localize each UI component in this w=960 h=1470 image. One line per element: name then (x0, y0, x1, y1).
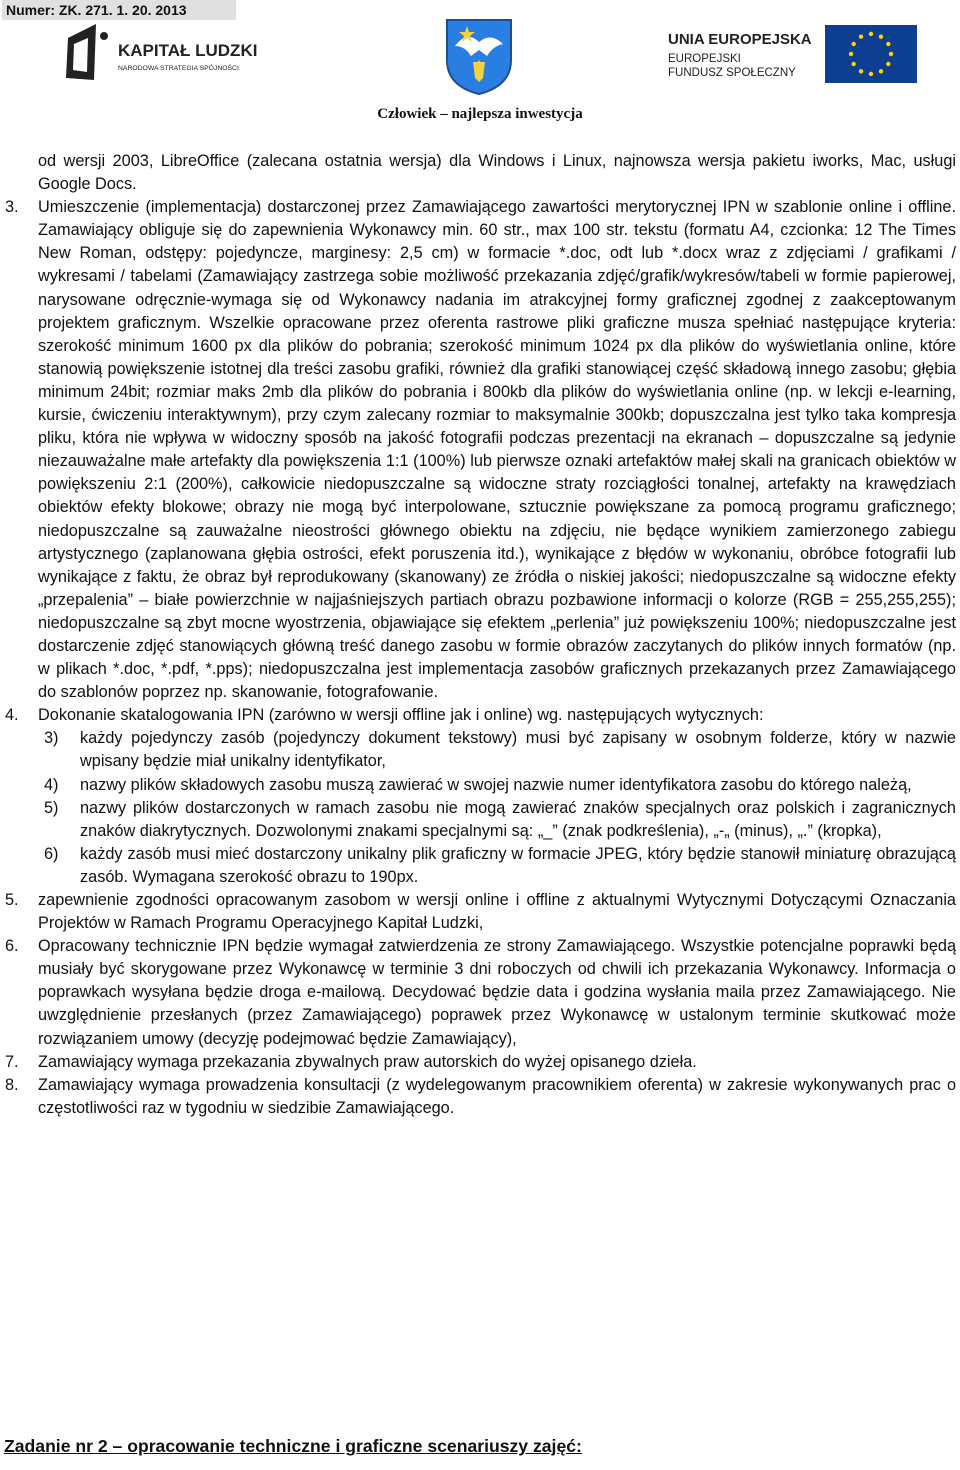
sub-list-item (0, 727, 960, 773)
paragraph-text: każdy zasób musi mieć dostarczony unikalny plik graficzny w formacie JPEG, który będzie stanowił miniaturę obrazującą zasób. Wymagana szerokość obrazu to 190px. (80, 844, 956, 886)
paragraph-text: Zamawiający wymaga prowadzenia konsultacji (z wydelegowanym pracownikiem oferenta) w zakresie wykonywanych prac o częstotliwości raz w tygodniu w siedzibie Zamawiającego. (38, 1075, 956, 1117)
list-number: 6. (5, 937, 19, 956)
list-number: 4. (5, 706, 19, 725)
list-item (0, 196, 960, 704)
list-item (0, 1051, 960, 1074)
paragraph-text: Dokonanie skatalogowania IPN (zarówno w wersji offline jak i online) wg. następujących wytycznych: (38, 706, 764, 725)
eu-flag-icon (825, 25, 917, 83)
ue-subtitle-1: EUROPEJSKI (668, 53, 741, 65)
section-heading: Zadanie nr 2 – opracowanie techniczne i graficzne scenariuszy zajęć: (4, 1436, 582, 1456)
list-item (0, 935, 960, 1050)
kapital-ludzki-title: KAPITAŁ LUDZKI (118, 41, 258, 60)
paragraph-text: nazwy plików składowych zasobu muszą zawierać w swojej nazwie numer identyfikatora zasobu do którego należą, (80, 775, 912, 794)
paragraph-text: Opracowany technicznie IPN będzie wymagał zatwierdzenia ze strony Zamawiającego. Wszystkie potencjalne poprawki będą musiały być skorygowane przez Wykonawcę w terminie 3 dni roboczych od chwili ich przekazania Wykonawcy. Informacja o poprawkach wysyłana będzie droga e-mailową. Decydować będzie data i godzina wysłania maila przez Zamawiającego. Nie uwzględnienie przesłanych (przez Zamawiającego) poprawek przez Wykonawcę w ustalonym terminie skutkować może rozwiązaniem umowy (decyzję podejmować będzie Zamawiający), (38, 937, 956, 1048)
paragraph-text: Umieszczenie (implementacja) dostarczonej przez Zamawiającego zawartości merytorycznej IPN w szablonie online i offline. Zamawiający obliguje się do zapewnienia Wykonawcy min. 60 str., max 100 str. tekstu (formatu A4, czcionka: 12 The Times New Roman, odstępy: pojedyncze, marginesy: 2,5 cm) w formacie *.doc, odt lub *.docx wraz z zdjęciami / grafikami / wykresami / tabelami (Zamawiający zastrzega sobie możliwość przekazania zdjęć/grafik/wykresów/tabeli w formie papierowej, narysowane odręcznie-wymaga się od Wykonawcy nadania im atrakcyjnej formy graficznej zgodnej z zaakceptowanym projektem graficznym. Wszelkie opracowane przez oferenta rastrowe pliki graficzne musza spełniać następujące kryteria: szerokość minimum 1600 px dla plików do pobrania; szerokość minimum 1024 px dla plików do wyświetlania online, które stanowią powiększenie istotnej dla treści zasobu grafiki, również dla grafiki stanowiącej część składową innego zasobu; głębia minimum 24bit; rozmiar maks 2mb dla plików do pobrania i 800kb dla plików do wyświetlania online (np. w lekcji e-learning, kursie, ćwiczeniu interaktywnym), przy czym zalecany rozmiar to maksymalnie 300kb; dopuszczalna jest tylko taka kompresja pliku, która nie wpływa w widoczny sposób na jakość fotografii podczas prezentacji na ekranach – dopuszczalne są jedynie niezauważalne małe artefakty dla powiększenia 1:1 (100%) lub pierwsze oznaki artefaktów małej skali na granicach obiektów w powiększeniu 2:1 (200%), całkowicie niedopuszczalne są widoczne straty rozciągłości tonalnej, artefakty na krawędziach obiektów efekty blokowe; obrazy nie mogą być interpolowane, sztucznie powiększane za pomocą programu graficznego; niedopuszczalne są zauważalne nieostrości głównego obiektu na zdjęciu, nie będące wynikiem zamierzonego zabiegu artystycznego (zaplanowana głębia ostrości, efekt poruszenia itd.), wynikające z błędów w wykonaniu, obróbce fotografii lub wynikające z faktu, że obraz był reprodukowany (skanowany) ze źródła o niskiej jakości; niedopuszczalne są widoczne efekty „przepalenia” – białe powierzchnie w najjaśniejszych partiach obrazu pozbawione informacji o kolorze (RGB = 255,255,255); niedopuszczalne są zbyt mocne wyostrzenia, objawiające się efektem „perlenia” już powiększeniu 100%; niedopuszczalne jest dostarczenie zdjęć stanowiących główną treść danego zasobu w formie obrazów zaczytanych do plików innych formatów (np. w plikach *.doc, *.pdf, *.pps); niedopuszczalna jest implementacja zasobów graficznych przekazanych przez Zamawiającego do szablonów poprzez np. skanowanie, fotografowanie. (38, 198, 956, 702)
paragraph-text: nazwy plików dostarczonych w ramach zasobu nie mogą zawierać znaków specjalnych oraz polskich i zagranicznych znaków diakrytycznych. Dozwolonymi znakami specjalnymi są: „_” (znak podkreślenia), „-„ (minus), „.” (kropka), (80, 798, 956, 840)
paragraph-text: każdy pojedynczy zasób (pojedynczy dokument tekstowy) musi być zapisany w osobnym folderze, który w nazwie wpisany będzie miał unikalny identyfikator, (80, 729, 956, 771)
paragraph-text: od wersji 2003, LibreOffice (zalecana ostatnia wersja) dla Windows i Linux, najnowsza wersja pakietu iworks, Mac, usługi Google Docs. (38, 152, 956, 194)
ue-title: UNIA EUROPEJSKA (668, 31, 812, 48)
sub-list-number: 6) (44, 844, 59, 863)
list-number: 7. (5, 1052, 19, 1071)
paragraph-text: zapewnienie zgodności opracowanym zasobom w wersji online i offline z aktualnymi Wytycznymi Dotyczącymi Oznaczania Projektów w Ramach Programu Operacyjnego Kapitał Ludzki, (38, 891, 956, 933)
motto: Człowiek – najlepsza inwestycja (377, 106, 583, 122)
kapital-ludzki-subtitle: NARODOWA STRATEGIA SPÓJNOŚCI (118, 65, 239, 72)
document-number: Numer: ZK. 271. 1. 20. 2013 (2, 0, 236, 20)
paragraph-text: Zamawiający wymaga przekazania zbywalnych praw autorskich do wyżej opisanego dzieła. (38, 1052, 697, 1071)
coat-of-arms-emblem (443, 16, 515, 98)
list-number: 5. (5, 891, 19, 909)
sub-list-item (0, 774, 960, 797)
list-item (0, 704, 960, 727)
list-item (0, 1074, 960, 1120)
list-item (0, 889, 960, 935)
list-number: 3. (5, 198, 19, 217)
list-number: 8. (5, 1075, 19, 1094)
ue-subtitle-2: FUNDUSZ SPOŁECZNY (668, 67, 796, 79)
sub-list-item (0, 797, 960, 843)
sub-list-number: 3) (44, 729, 59, 748)
kapital-ludzki-logo (60, 18, 280, 88)
eu-logo-text (668, 22, 818, 82)
list-item (0, 150, 960, 196)
sub-list-number: 5) (44, 798, 59, 817)
sub-list-number: 4) (44, 775, 59, 794)
sub-list-item (0, 843, 960, 889)
document-body (0, 150, 960, 1120)
